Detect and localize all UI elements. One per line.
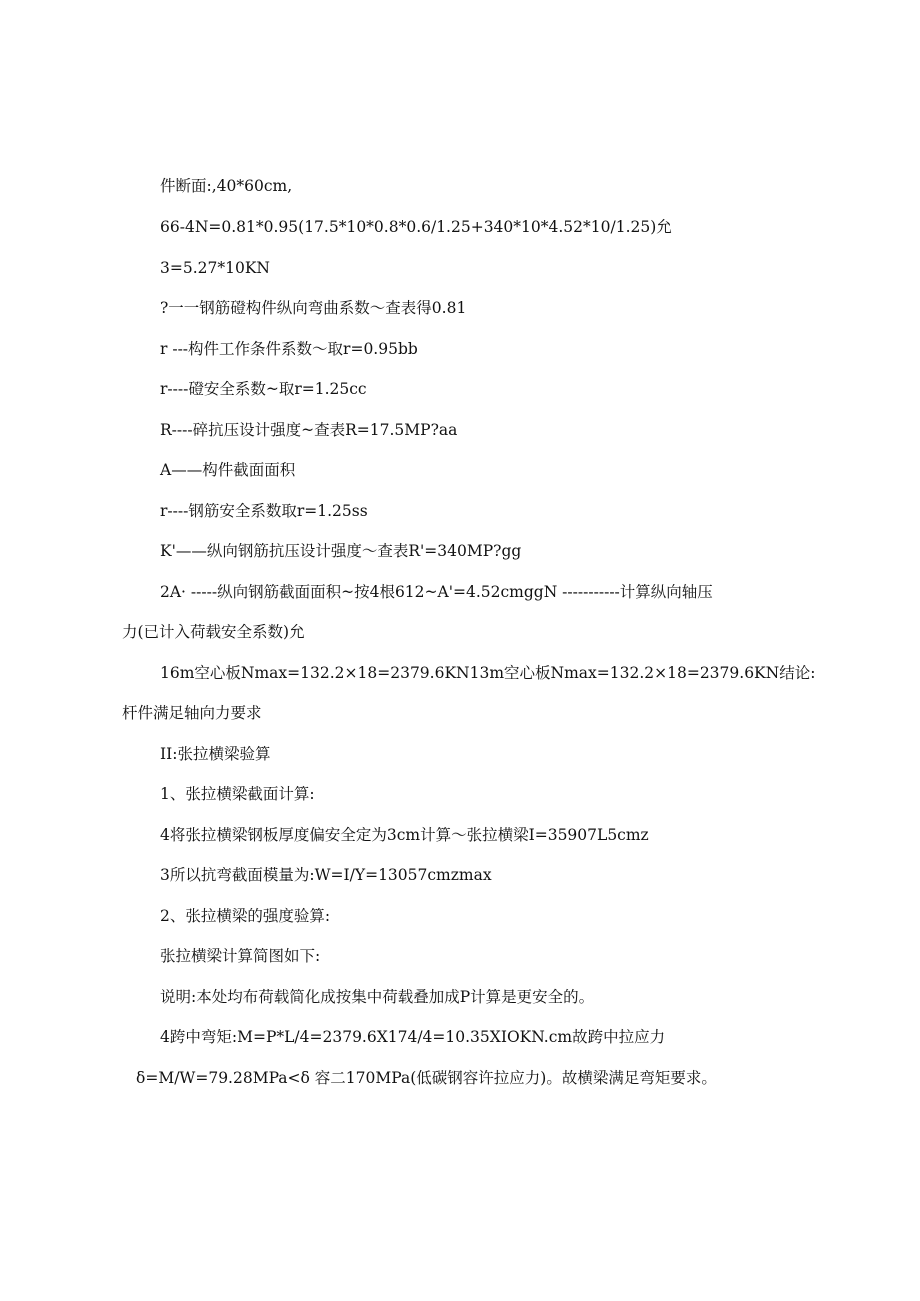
text-line: r ---构件工作条件系数～取r=0.95bb bbox=[160, 340, 418, 358]
text-line: 杆件满足轴向力要求 bbox=[122, 704, 262, 722]
text-line: 力(已计入荷载安全系数)允 bbox=[122, 623, 305, 641]
text-line: 4跨中弯矩:M=P*L/4=2379.6X174/4=10.35XIOKN.cm故跨中拉应力 bbox=[160, 1028, 666, 1046]
text-line: 说明:本处均布荷载简化成按集中荷载叠加成P计算是更安全的。 bbox=[160, 988, 595, 1006]
text-line: 件断面:,40*60cm, bbox=[160, 177, 293, 195]
text-line: A——构件截面面积 bbox=[160, 461, 296, 479]
subsection-heading: 2、张拉横梁的强度验算: bbox=[160, 907, 331, 925]
section-heading: II:张拉横梁验算 bbox=[160, 745, 271, 763]
text-line: 3所以抗弯截面模量为:W=I/Y=13057cmzmax bbox=[160, 866, 492, 884]
text-line: 3=5.27*10KN bbox=[160, 259, 270, 277]
text-line: K'——纵向钢筋抗压设计强度～查表R'=340MP?gg bbox=[160, 542, 522, 560]
text-line: δ=M/W=79.28MPa<δ 容二170MPa(低碳钢容许拉应力)。故横梁满足弯矩要求。 bbox=[136, 1069, 717, 1087]
text-line: 66-4N=0.81*0.95(17.5*10*0.8*0.6/1.25+340*10*4.52*10/1.25)允 bbox=[160, 218, 672, 236]
text-line: r----磴安全系数~取r=1.25cc bbox=[160, 380, 367, 398]
text-line: ?一一钢筋磴构件纵向弯曲系数～查表得0.81 bbox=[160, 299, 467, 317]
text-line: 4将张拉横梁钢板厚度偏安全定为3cm计算～张拉横梁I=35907L5cmz bbox=[160, 826, 649, 844]
text-line: 16m空心板Nmax=132.2×18=2379.6KN13m空心板Nmax=132.2×18=2379.6KN结论: bbox=[160, 664, 816, 682]
text-line: 2A· -----纵向钢筋截面面积~按4根612~A'=4.52cmggN -----------计算纵向轴压 bbox=[160, 583, 713, 601]
subsection-heading: 1、张拉横梁截面计算: bbox=[160, 785, 315, 803]
text-line: R----碎抗压设计强度~查表R=17.5MP?aa bbox=[160, 421, 458, 439]
text-line: r----钢筋安全系数取r=1.25ss bbox=[160, 502, 368, 520]
text-line: 张拉横梁计算简图如下: bbox=[160, 947, 321, 965]
